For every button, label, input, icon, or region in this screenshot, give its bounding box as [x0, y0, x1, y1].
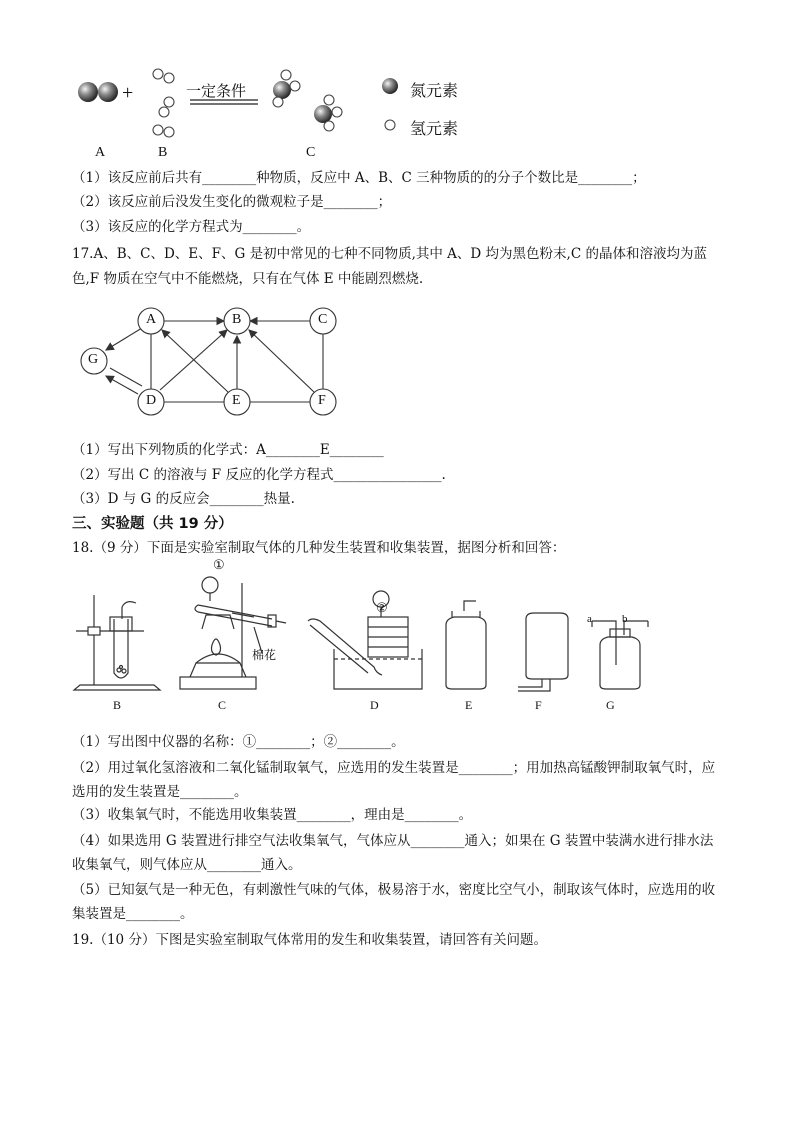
q17-part2: （2）写出 C 的溶液与 F 反应的化学方程式________________. [72, 467, 446, 483]
apparatus-e [446, 601, 486, 689]
g-port-b: b [622, 613, 628, 625]
app-label-g: G [606, 698, 615, 712]
q17-part1: （1）写出下列物质的化学式：A________E________ [72, 442, 384, 458]
q18-part1: （1）写出图中仪器的名称：①________；②________。 [72, 734, 405, 750]
q16-part2: （2）该反应前后没发生变化的微观粒子是________； [72, 194, 392, 210]
reaction-diagram [72, 62, 492, 162]
apparatus-mark-2: ② [376, 600, 388, 615]
figure1-label-a: A [95, 145, 106, 160]
node-f: F [318, 393, 326, 408]
legend-n-ball [382, 78, 398, 94]
q18-part4: （4）如果选用 G 装置进行排空气法收集氧气，气体应从________通入；如果在 G 装置中装满水进行排水法收集氧气，则气体应从________通入。 [72, 833, 714, 873]
g-port-a: a [587, 613, 592, 625]
q19-stem: 19.（10 分）下图是实验室制取气体常用的发生和收集装置，请回答有关问题。 [72, 932, 547, 948]
section-title: 三、实验题（共 19 分） [72, 516, 233, 532]
q18-part2: （2）用过氧化氢溶液和二氧化锰制取氧气，应选用的发生装置是________；用加热高锰酸钾制取氧气时，应选用的发生装置是________。 [72, 760, 716, 800]
node-e: E [232, 393, 241, 408]
node-c: C [318, 312, 328, 327]
apparatus-f [518, 613, 568, 691]
q16-part3: （3）该反应的化学方程式为________。 [72, 219, 311, 235]
node-d: D [146, 393, 157, 408]
q17-part3: （3）D 与 G 的反应会________热量. [72, 491, 295, 507]
figure1-label-b: B [158, 145, 168, 160]
node-g: G [88, 352, 99, 367]
legend-h-ball [385, 120, 395, 130]
molecule-c [273, 70, 342, 131]
cotton-label: 棉花 [252, 648, 277, 662]
molecule-b [153, 69, 174, 137]
q17-stem: 17.A、B、C、D、E、F、G 是初中常见的七种不同物质,其中 A、D 均为黑色粉末,C 的晶体和溶液均为蓝色,F 物质在空气中不能燃烧，只有在气体 E 中能剧烈燃烧. [72, 246, 707, 287]
app-label-e: E [465, 698, 473, 712]
q17-relation-diagram [72, 300, 352, 425]
apparatus-d [308, 591, 422, 689]
apparatus-c [180, 577, 286, 689]
q18-part5: （5）已知氨气是一种无色，有刺激性气味的气体，极易溶于水，密度比空气小，制取该气体时，应选用的收集装置是________。 [72, 882, 716, 922]
app-label-c: C [218, 698, 227, 712]
app-label-d: D [370, 698, 379, 712]
q18-part3: （3）收集氧气时，不能选用收集装置________，理由是________。 [72, 807, 473, 823]
node-b: B [232, 312, 242, 327]
app-label-b: B [113, 698, 122, 712]
apparatus-b [74, 595, 160, 690]
molecule-a [78, 82, 118, 102]
q16-part1: （1）该反应前后共有________种物质，反应中 A、B、C 三种物质的的分子个数比是________； [72, 170, 646, 186]
apparatus-g [592, 621, 648, 689]
apparatus-figure [72, 555, 652, 715]
q18-stem: 18.（9 分）下面是实验室制取气体的几种发生装置和收集装置，据图分析和回答： [72, 540, 566, 556]
legend-h-label: 氢元素 [410, 119, 459, 138]
figure1-label-c: C [306, 145, 316, 160]
legend-n-label: 氮元素 [410, 81, 459, 100]
arrow-condition: 一定条件 [186, 82, 247, 100]
apparatus-mark-1: ① [213, 557, 225, 572]
app-label-f: F [535, 698, 542, 712]
plus-sign: + [122, 82, 134, 104]
node-a: A [146, 312, 157, 327]
